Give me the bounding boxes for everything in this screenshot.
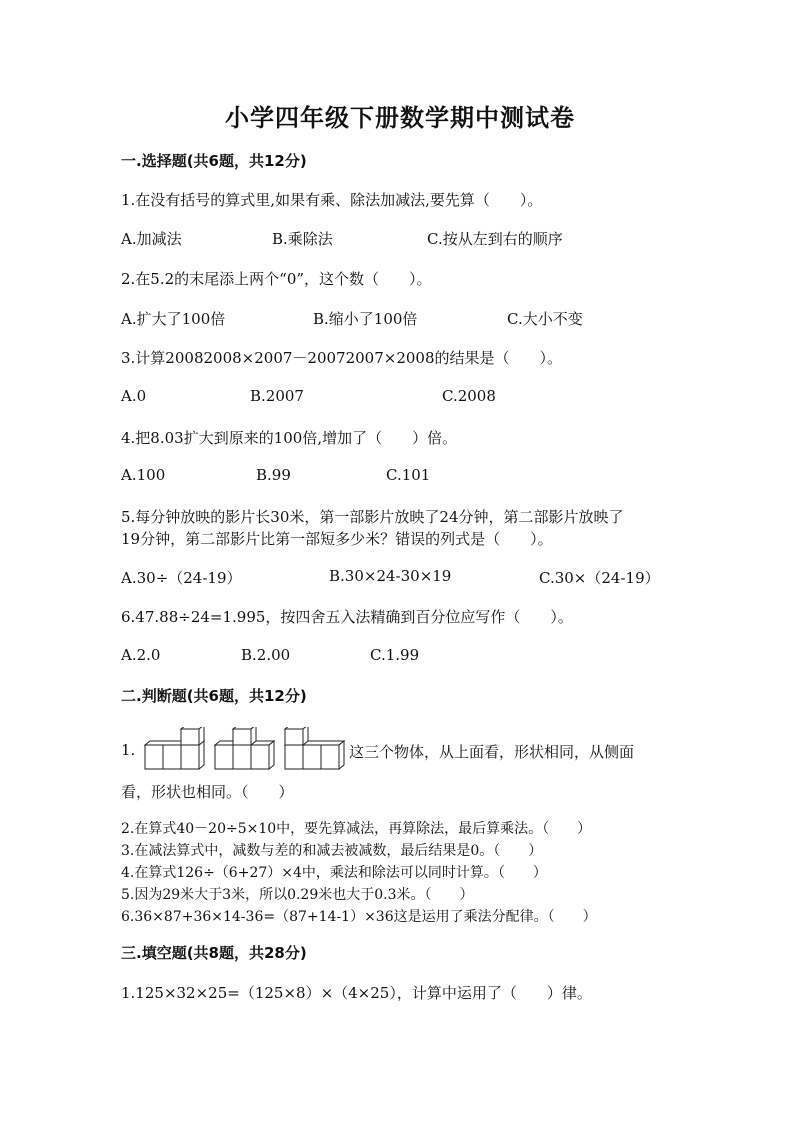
cube-object-2 <box>215 727 274 769</box>
cube-objects-figure <box>140 727 350 775</box>
choice-6-option-a: A.2.0 <box>121 646 161 664</box>
choice-3-option-b: B.2007 <box>250 387 304 405</box>
choice-1-option-a: A.加减法 <box>121 230 182 248</box>
judge-question-6: 6.36×87+36×14-36=（87+14-1）×36这是运用了乘法分配律。（ ） <box>121 909 597 925</box>
choice-2-option-b: B.缩小了100倍 <box>313 310 418 328</box>
choice-question-1: 1.在没有括号的算式里,如果有乘、除法加减法,要先算（ ）。 <box>121 191 543 209</box>
choice-4-option-a: A.100 <box>121 466 166 484</box>
cube-object-1 <box>145 727 204 769</box>
cube-object-3 <box>285 727 344 769</box>
section-heading-fill: 三.填空题(共8题，共28分) <box>121 944 307 962</box>
judge-question-3: 3.在减法算式中，减数与差的和减去被减数，最后结果是0。（ ） <box>121 843 543 859</box>
choice-5-option-a: A.30÷（24-19） <box>121 569 242 587</box>
section-heading-judge: 二.判断题(共6题，共12分) <box>121 687 307 705</box>
choice-question-6: 6.47.88÷24=1.995，按四舍五入法精确到百分位应写作（ ）。 <box>121 608 573 626</box>
judge-question-2: 2.在算式40－20÷5×10中，要先算减法，再算除法，最后算乘法。（ ） <box>121 821 592 837</box>
choice-4-option-b: B.99 <box>256 466 291 484</box>
choice-question-5-line-2: 19分钟，第二部影片比第一部短多少米？错误的列式是（ ）。 <box>121 530 553 548</box>
choice-5-option-c: C.30×（24-19） <box>539 569 660 587</box>
choice-question-2: 2.在5.2的末尾添上两个“0”，这个数（ ）。 <box>121 270 432 288</box>
choice-6-option-b: B.2.00 <box>241 646 291 664</box>
choice-6-option-c: C.1.99 <box>370 646 420 664</box>
judge-question-4: 4.在算式126÷（6+27）×4中，乘法和除法可以同时计算。（ ） <box>121 865 547 881</box>
choice-5-option-b: B.30×24-30×19 <box>329 567 452 585</box>
section-heading-choice: 一.选择题(共6题，共12分) <box>121 152 307 170</box>
fill-question-1: 1.125×32×25=（125×8）×（4×25），计算中运用了（ ）律。 <box>121 984 592 1002</box>
judge-question-5: 5.因为29米大于3米，所以0.29米也大于0.3米。（ ） <box>121 887 474 903</box>
choice-3-option-c: C.2008 <box>442 387 496 405</box>
choice-4-option-c: C.101 <box>386 466 431 484</box>
choice-3-option-a: A.0 <box>121 387 147 405</box>
choice-1-option-b: B.乘除法 <box>272 230 333 248</box>
choice-1-option-c: C.按从左到右的顺序 <box>427 230 563 248</box>
choice-question-5: 5.每分钟放映的影片长30米，第一部影片放映了24分钟，第二部影片放映了 <box>121 508 624 526</box>
choice-question-3: 3.计算20082008×2007－20072007×2008的结果是（ ）。 <box>121 349 562 367</box>
choice-2-option-a: A.扩大了100倍 <box>121 310 226 328</box>
page-title: 小学四年级下册数学期中测试卷 <box>225 103 575 132</box>
judge-question-1-text-line-2: 看，形状也相同。（ ） <box>121 783 294 801</box>
choice-question-4: 4.把8.03扩大到原来的100倍,增加了（ ）倍。 <box>121 429 458 447</box>
choice-2-option-c: C.大小不变 <box>507 310 583 328</box>
judge-question-1-text: 这三个物体，从上面看，形状相同，从侧面 <box>349 743 635 761</box>
judge-question-1-number: 1. <box>121 741 136 759</box>
